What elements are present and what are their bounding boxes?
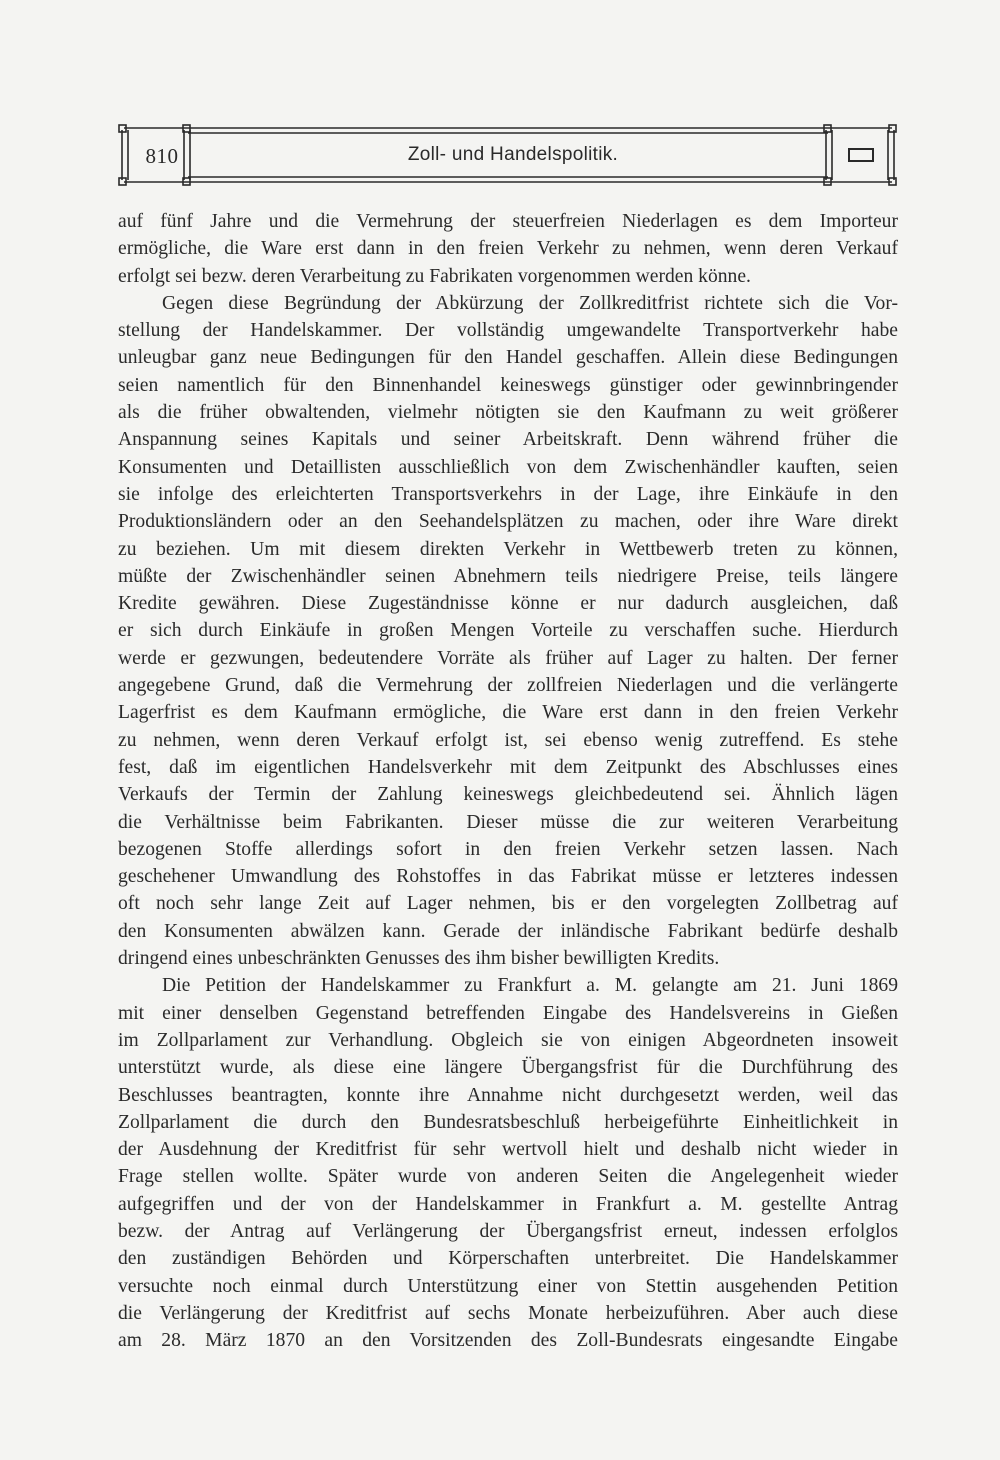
text-line: sie infolge des erleichterten Transportsverkehrs in der Lage, ihre Einkäufe in den — [118, 483, 898, 505]
text-line: er sich durch Einkäufe in großen Mengen Vorteile zu verschaffen suche. Hierdurch — [118, 620, 898, 642]
text-line: werde er gezwungen, bedeutendere Vorräte als früher auf Lager zu halten. Der ferner — [118, 647, 898, 669]
text-line: stellung der Handelskammer. Der vollständig umgewandelte Transportverkehr habe — [118, 320, 898, 342]
text-line: bezw. der Antrag auf Verlängerung der Übergangsfrist erneut, indessen erfolglos — [118, 1220, 898, 1242]
text-line: versuchte noch einmal durch Unterstützung einer von Stettin ausgehenden Petition — [118, 1275, 898, 1297]
text-line: geschehener Umwandlung des Rohstoffes in das Fabrikat müsse er letzteres indessen — [118, 866, 898, 888]
text-line: unterstützt wurde, als diese eine längere Übergangsfrist für die Durchführung des — [118, 1057, 898, 1079]
text-line: die Verhältnisse beim Fabrikanten. Dieser müsse die zur weiteren Verarbeitung — [118, 811, 898, 833]
text-line: Verkaufs der Termin der Zahlung keineswegs gleichbedeutend sei. Ähnlich lägen — [118, 784, 898, 806]
text-line: zu nehmen, wenn deren Verkauf erfolgt ist, sei ebenso wenig zutreffend. Es stehe — [118, 729, 898, 751]
text-line: zu beziehen. Um mit diesem direkten Verkehr in Wettbewerb treten zu können, — [118, 538, 898, 560]
text-line: ermögliche, die Ware erst dann in den freien Verkehr zu nehmen, wenn deren Verkauf — [118, 238, 898, 260]
text-line: Beschlusses beantragten, konnte ihre Annahme nicht durchgesetzt werden, weil das — [118, 1084, 898, 1106]
text-line: den Konsumenten abwälzen kann. Gerade der inländische Fabrikant bedürfe deshalb — [118, 920, 898, 942]
text-line: die Verlängerung der Kreditfrist auf sechs Monate herbeizuführen. Aber auch diese — [118, 1302, 898, 1324]
text-line: mit einer denselben Gegenstand betreffenden Eingabe des Handelsvereins in Gießen — [118, 1002, 898, 1024]
text-line: Gegen diese Begründung der Abkürzung der Zollkreditfrist richtete sich die Vor- — [162, 292, 898, 314]
text-line: dringend eines unbeschränkten Genusses des ihm bisher bewilligten Kredits. — [118, 948, 720, 970]
running-title: Zoll- und Handelspolitik. — [407, 144, 619, 165]
text-line: fest, daß im eigentlichen Handelsverkehr mit dem Zeitpunkt des Abschlusses eines — [118, 756, 898, 778]
text-line: erfolgt sei bezw. deren Verarbeitung zu Fabrikaten vorgenommen werden könne. — [118, 265, 751, 287]
text-line: der Ausdehnung der Kreditfrist für sehr wertvoll hielt und deshalb nicht wieder in — [118, 1139, 898, 1161]
text-line: Anspannung seines Kapitals und seiner Arbeitskraft. Denn während früher die — [118, 429, 898, 451]
text-line: im Zollparlament zur Verhandlung. Obgleich sie von einigen Abgeordneten insoweit — [118, 1029, 898, 1051]
text-line: unleugbar ganz neue Bedingungen für den Handel geschaffen. Allein diese Bedingungen — [118, 347, 898, 369]
page-number: 810 — [145, 144, 179, 168]
text-line: Lagerfrist es dem Kaufmann ermögliche, die Ware erst dann in den freien Verkehr — [118, 702, 898, 724]
text-line: Zollparlament die durch den Bundesratsbeschluß herbeigeführte Einheitlichkeit in — [118, 1111, 898, 1133]
body-text — [118, 208, 898, 1354]
text-line: angegebene Grund, daß die Vermehrung der zollfreien Niederlagen und die verlängerte — [118, 675, 898, 697]
running-header — [118, 124, 898, 186]
text-line: als die früher obwaltenden, vielmehr nötigten sie den Kaufmann zu weit größerer — [118, 402, 898, 424]
text-line: seien namentlich für den Binnenhandel keineswegs günstiger oder gewinnbringender — [118, 374, 898, 396]
text-line: aufgegriffen und der von der Handelskammer in Frankfurt a. M. gestellte Antrag — [118, 1193, 898, 1215]
text-line: Produktionsländern oder an den Seehandelsplätzen zu machen, oder ihre Ware direkt — [118, 511, 898, 533]
text-line: den zuständigen Behörden und Körperschaften unterbreitet. Die Handelskammer — [118, 1248, 898, 1270]
text-line: müßte der Zwischenhändler seinen Abnehmern teils niedrigere Preise, teils längere — [118, 565, 898, 587]
text-line: Die Petition der Handelskammer zu Frankfurt a. M. gelangte am 21. Juni 1869 — [162, 975, 898, 997]
text-line: auf fünf Jahre und die Vermehrung der steuerfreien Niederlagen es dem Importeur — [118, 211, 898, 232]
text-line: Kredite gewähren. Diese Zugeständnisse könne er nur dadurch ausgleichen, daß — [118, 593, 898, 615]
text-line: am 28. März 1870 an den Vorsitzenden des Zoll-Bundesrats eingesandte Eingabe — [118, 1330, 898, 1352]
text-line: oft noch sehr lange Zeit auf Lager nehmen, bis er den vorgelegten Zollbetrag auf — [118, 893, 898, 915]
text-line: bezogenen Stoffe allerdings sofort in den freien Verkehr setzen lassen. Nach — [118, 838, 898, 860]
text-line: Frage stellen wollte. Später wurde von anderen Seiten die Angelegenheit wieder — [118, 1166, 898, 1188]
text-line: Konsumenten und Detaillisten ausschließlich von dem Zwischenhändler kauften, seien — [118, 456, 898, 478]
